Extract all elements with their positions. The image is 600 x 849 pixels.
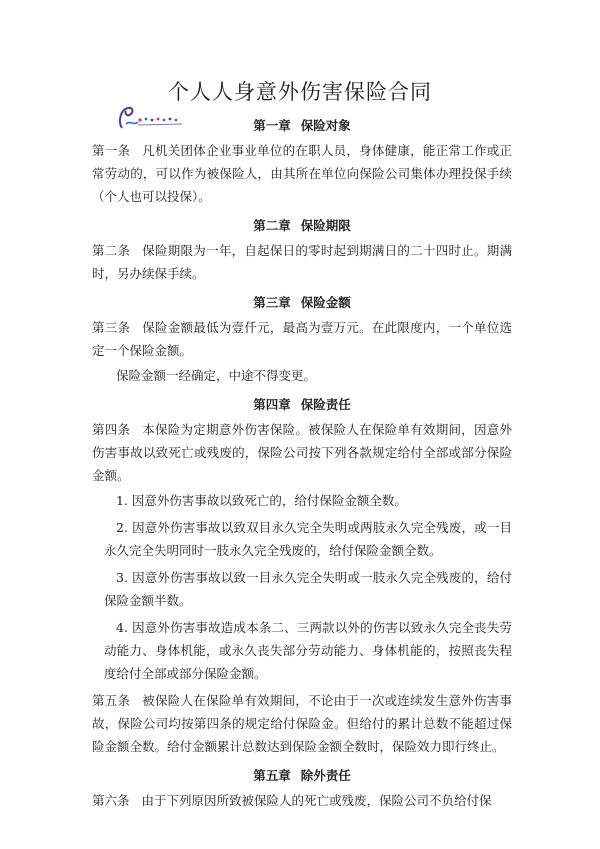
document-title: 个人人身意外伤害保险合同	[168, 80, 432, 104]
article-text: 凡机关团体企业事业单位的在职人员，身体健康，能正常工作或正常劳动的，可以作为被保险人，由其所在单位向保险公司集体办理投保手续（个人也可以投保）。	[92, 143, 512, 204]
chapter-heading-c1	[92, 114, 512, 137]
chapter-heading-c4	[92, 393, 512, 416]
article-text: 本保险为定期意外伤害保险。被保险人在保险单有效期间，因意外伤害事故以致死亡或残废的，保险公司按下列各款规定给付全部或部分保险金额。	[92, 422, 512, 483]
article-number: 第二条	[92, 243, 131, 258]
article-paragraph	[92, 364, 512, 387]
article-paragraph	[92, 689, 512, 758]
article-text: 保险金额最低为壹仟元，最高为壹万元。在此限度内，一个单位选定一个保险金额。	[92, 320, 512, 358]
article-paragraph	[92, 789, 512, 812]
chapter-heading-c5	[92, 764, 512, 787]
chapter-heading-c3	[92, 291, 512, 314]
article-text: 保险期限为一年，自起保日的零时起到期满日的二十四时止。期满时，另办续保手续。	[92, 243, 512, 281]
article-text: 由于下列原因所致被保险人的死亡或残废，保险公司不负给付保	[141, 793, 492, 808]
article-text: 保险金额一经确定，中途不得变更。	[116, 368, 317, 383]
list-item: 2. 因意外伤害事故以致双目永久完全失明或两肢永久完全残废，或一目永久完全失明同时一肢永久完全残废的，给付保险金额全数。	[104, 520, 512, 558]
article-text: 被保险人在保险单有效期间，不论由于一次或连续发生意外伤害事故，保险公司均按第四条的规定给付保险金。但给付的累计总数不能超过保险金额全数。给付金额累计总数达到保险金额全数时，保险效力即行终止。	[92, 693, 512, 754]
article-number: 第四条	[92, 422, 131, 437]
chapter-name: 除外责任	[300, 768, 351, 783]
article-number: 第六条	[92, 793, 130, 808]
list-item: 1. 因意外伤害事故以致死亡的，给付保险金额全数。	[116, 493, 407, 508]
article-paragraph	[92, 239, 512, 285]
chapter-number: 第五章	[253, 768, 291, 783]
article-number: 第三条	[92, 320, 131, 335]
chapter-number: 第一章	[253, 118, 291, 133]
document-body	[92, 114, 512, 814]
chapter-name: 保险对象	[300, 118, 351, 133]
chapter-number: 第三章	[253, 295, 291, 310]
chapter-name: 保险金额	[300, 295, 351, 310]
article-paragraph	[92, 418, 512, 487]
chapter-number: 第四章	[253, 397, 291, 412]
list-item: 3. 因意外伤害事故以致一目永久完全失明或一肢永久完全残废的，给付保险金额半数。	[104, 570, 512, 608]
chapter-name: 保险期限	[300, 218, 351, 233]
article-number: 第五条	[92, 693, 131, 708]
chapter-heading-c2	[92, 214, 512, 237]
article-number: 第一条	[92, 143, 131, 158]
article-paragraph	[92, 316, 512, 362]
chapter-name: 保险责任	[300, 397, 351, 412]
list-item: 4. 因意外伤害事故造成本条二、三两款以外的伤害以致永久完全丧失劳动能力、身体机能，或永久丧失部分劳动能力、身体机能的，按照丧失程度给付全部或部分保险金额。	[104, 620, 512, 681]
article-paragraph	[92, 139, 512, 208]
chapter-number: 第二章	[253, 218, 291, 233]
